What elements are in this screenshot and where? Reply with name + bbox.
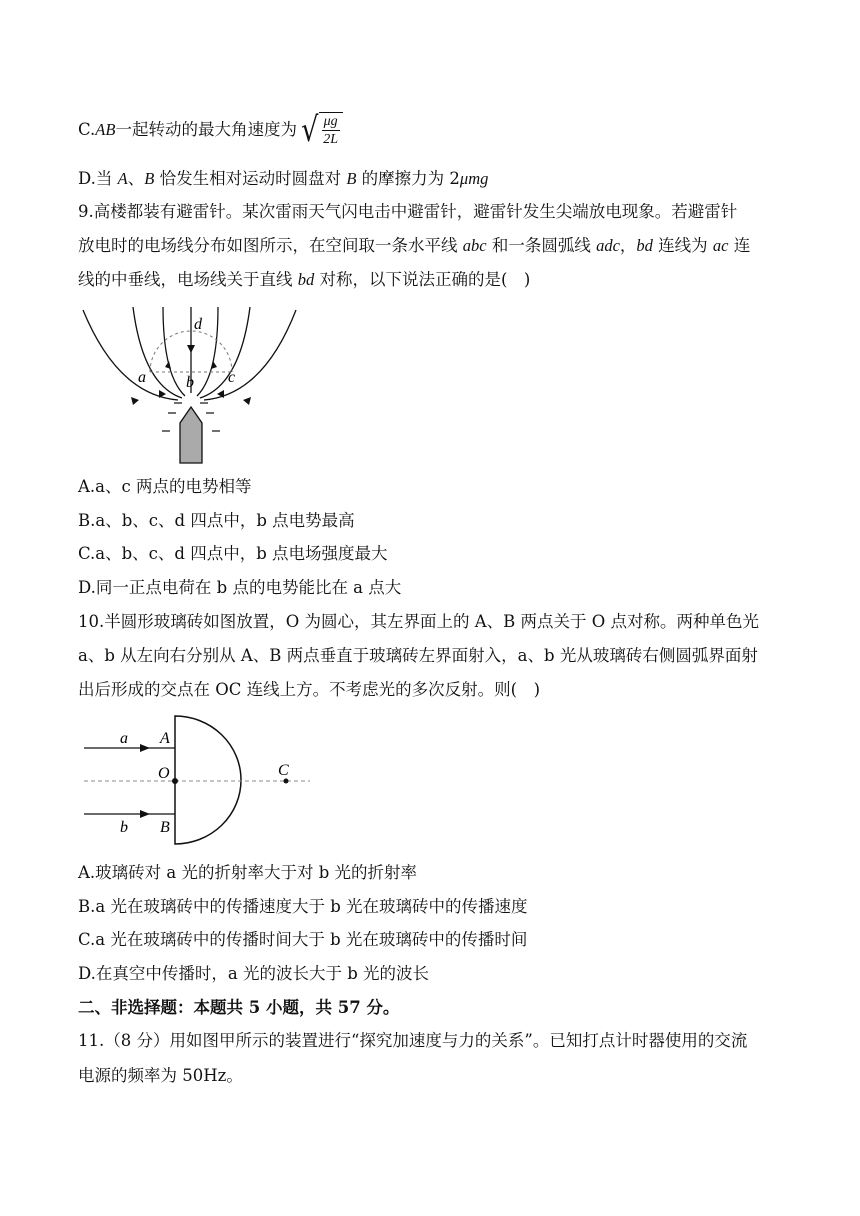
q8-option-c <box>78 112 343 148</box>
option-d-text2: 的摩擦力为 2 <box>356 169 460 188</box>
text: 对称，以下说法正确的是( ) <box>314 270 531 289</box>
q10-stem-line1: 10.半圆形玻璃砖如图放置，O 为圆心，其左界面上的 A、B 两点关于 O 点对称。两种单色光 <box>78 612 760 631</box>
q10-stem-line3: 出后形成的交点在 OC 连线上方。不考虑光的多次反射。则( ) <box>78 680 541 699</box>
arrow <box>243 397 251 405</box>
option-c-text: 一起转动的最大角速度为 <box>115 120 297 139</box>
var-a: A <box>117 169 128 188</box>
radical-sign: √ <box>301 110 319 150</box>
var-b2: B <box>346 169 357 188</box>
var-bd: bd <box>636 236 653 255</box>
field-line <box>163 307 185 396</box>
text: 连线为 <box>652 236 713 255</box>
q11-line1: 11.（8 分）用如图甲所示的装置进行“探究加速度与力的关系”。已知打点计时器使用的交流 <box>78 1031 748 1050</box>
option-d-prefix: D.当 <box>78 169 118 188</box>
label-B: B <box>160 819 170 836</box>
friction-value: μmg <box>459 169 489 188</box>
label-a: a <box>120 730 128 747</box>
option-c-prefix: C. <box>78 120 96 139</box>
q8-option-d <box>78 168 488 190</box>
fraction <box>319 112 343 148</box>
arrow <box>140 810 150 818</box>
q10-option-a: A.玻璃砖对 a 光的折射率大于对 b 光的折射率 <box>78 863 418 882</box>
var-ac: ac <box>712 236 729 255</box>
q10-stem-line2: a、b 从左向右分别从 A、B 两点垂直于玻璃砖左界面射入，a、b 光从玻璃砖右侧圆弧界面射 <box>78 646 758 665</box>
lightning-rod <box>180 407 202 463</box>
q9-option-a: A.a、c 两点的电势相等 <box>78 477 252 496</box>
q9-option-d: D.同一正点电荷在 b 点的电势能比在 a 点大 <box>78 578 402 597</box>
label-b: b <box>186 374 194 391</box>
label-A: A <box>160 730 170 747</box>
sqrt-expression <box>299 112 343 148</box>
arrow <box>140 744 150 752</box>
label-a: a <box>138 369 146 386</box>
text: 线的中垂线，电场线关于直线 <box>78 270 298 289</box>
text: 放电时的电场线分布如图所示，在空间取一条水平线 <box>78 236 463 255</box>
label-c: c <box>228 369 236 386</box>
label-b: b <box>120 819 128 836</box>
point-o <box>172 778 178 784</box>
text: 和一条圆弧线 <box>486 236 597 255</box>
label-d: d <box>194 316 202 333</box>
q9-option-c: C.a、b、c、d 四点中，b 点电场强度最大 <box>78 544 388 563</box>
var-abc: abc <box>462 236 487 255</box>
q9-option-b: B.a、b、c、d 四点中，b 点电势最高 <box>78 511 355 530</box>
text: ， <box>619 236 637 255</box>
q9-stem-line1: 9.高楼都装有避雷针。某次雷雨天气闪电击中避雷针，避雷针发生尖端放电现象。若避雷针 <box>78 202 738 221</box>
text: 连 <box>728 236 751 255</box>
var-adc: adc <box>596 236 620 255</box>
separator: 、 <box>127 169 145 188</box>
q10-option-d: D.在真空中传播时，a 光的波长大于 b 光的波长 <box>78 964 430 983</box>
label-C: C <box>278 762 289 779</box>
fraction-denominator: 2L <box>323 132 339 147</box>
option-c-var: AB <box>95 120 116 139</box>
q10-option-b: B.a 光在玻璃砖中的传播速度大于 b 光在玻璃砖中的传播速度 <box>78 897 528 916</box>
semicircle-glass <box>175 716 241 844</box>
q11-line2: 电源的频率为 50Hz。 <box>78 1066 243 1085</box>
option-d-text1: 恰发生相对运动时圆盘对 <box>154 169 347 188</box>
arrow <box>187 345 195 353</box>
q9-stem-line3 <box>78 269 530 291</box>
q10-option-c: C.a 光在玻璃砖中的传播时间大于 b 光在玻璃砖中的传播时间 <box>78 930 528 949</box>
label-O: O <box>158 765 170 782</box>
point-c <box>284 779 289 784</box>
arrow <box>131 397 139 405</box>
fraction-numerator: μg <box>323 114 338 129</box>
glass-brick-figure <box>78 710 318 850</box>
var-bd: bd <box>297 270 315 289</box>
section-heading: 二、非选择题：本题共 5 小题，共 57 分。 <box>78 998 400 1017</box>
q9-stem-line2 <box>78 235 750 257</box>
var-b: B <box>144 169 155 188</box>
lightning-rod-figure <box>78 305 308 465</box>
field-line <box>200 307 250 398</box>
